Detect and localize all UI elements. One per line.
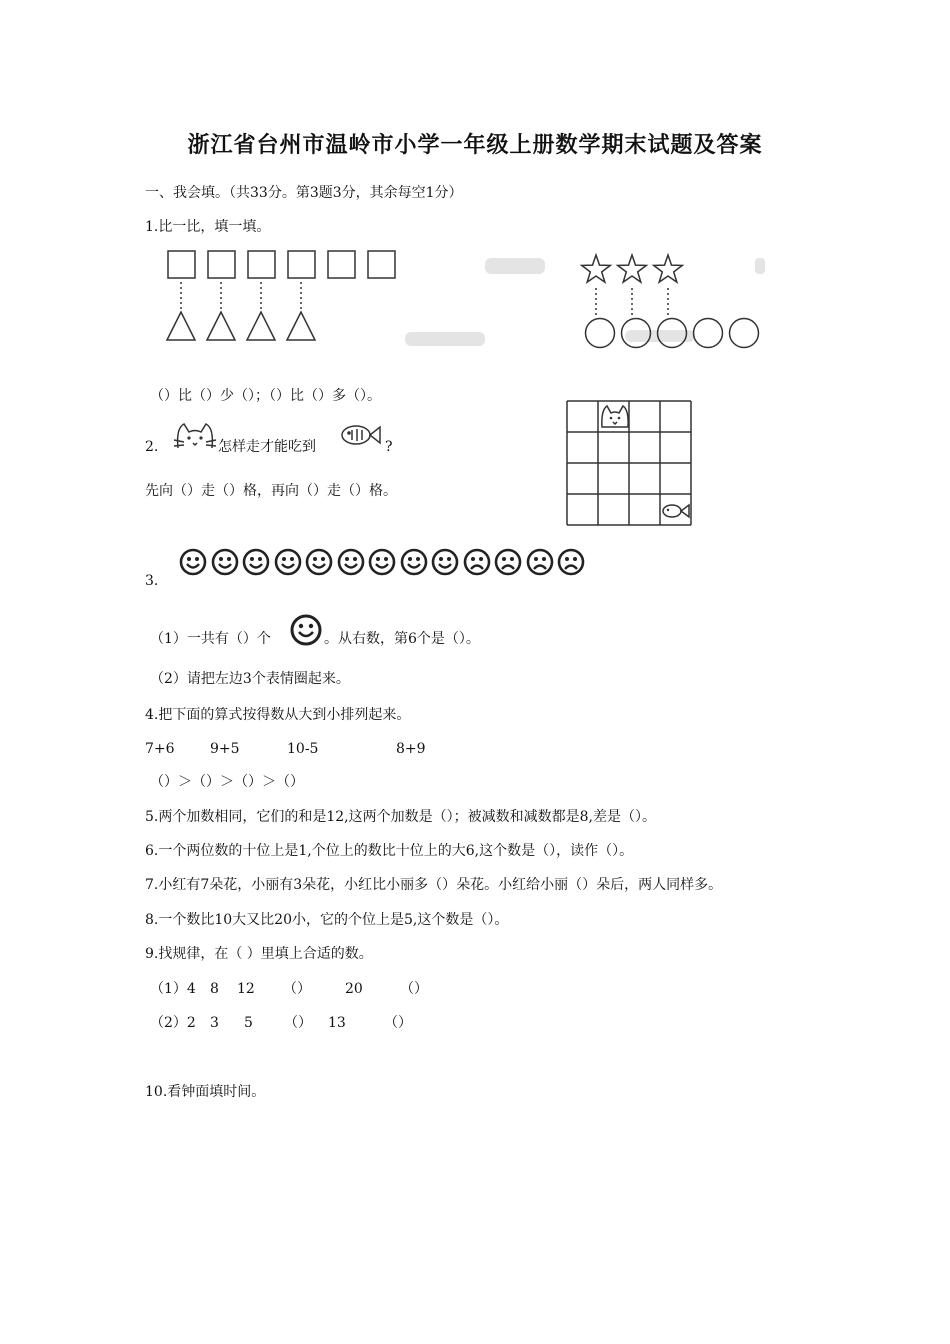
fish-icon: [338, 418, 382, 452]
q4-label: 4.把下面的算式按得数从大到小排列起来。: [145, 707, 411, 723]
sad-face-icon: [557, 548, 585, 576]
smiley-face-icon: [400, 548, 428, 576]
triangle-shape: [247, 312, 275, 340]
circle-shape: [694, 319, 723, 348]
smiley-face-icon: [337, 548, 365, 576]
q4-answer-line: （）＞（）＞（）＞（）: [150, 774, 304, 790]
circle-shape: [730, 319, 759, 348]
sad-face-icon: [526, 548, 554, 576]
star-shape: [582, 255, 611, 282]
q9-row1-item: （）: [283, 981, 311, 997]
grid-fish-icon: [663, 505, 689, 517]
q9-row1-item: 20: [345, 981, 363, 997]
q9-row2-item: 5: [244, 1015, 253, 1031]
triangle-shape: [287, 312, 315, 340]
sad-face-icon: [463, 548, 491, 576]
smiley-face-icon: [431, 548, 459, 576]
q9-row2-item: （）: [384, 1015, 412, 1031]
triangle-shape: [167, 312, 195, 340]
q9-row2-item: （2）2: [150, 1015, 196, 1031]
q2-answer-line: 先向（）走（）格，再向（）走（）格。: [145, 483, 397, 499]
square-shape: [368, 251, 395, 278]
circle-shape: [586, 319, 615, 348]
q5-text: 5.两个加数相同，它们的和是12,这两个加数是（）；被减数和减数都是8,差是（）。: [145, 809, 656, 825]
q10-text: 10.看钟面填时间。: [145, 1084, 266, 1100]
triangle-shape: [207, 312, 235, 340]
q7-text: 7.小红有7朵花，小丽有3朵花，小红比小丽多（）朵花。小红给小丽（）朵后，两人同样多。: [145, 877, 723, 893]
smiley-face-icon: [368, 548, 396, 576]
q9-row2-item: （）: [284, 1015, 312, 1031]
q9-row2-item: 13: [328, 1015, 346, 1031]
maze-grid: [566, 400, 696, 526]
q9-row1-item: 8: [210, 981, 219, 997]
q2-number: 2.: [145, 439, 159, 455]
q4-expression: 8+9: [396, 741, 426, 757]
q3-label: 3.: [145, 573, 159, 589]
squares-triangles-figure: [160, 248, 400, 348]
q3-part1-b: 。从右数，第6个是（）。: [324, 631, 480, 647]
square-shape: [248, 251, 275, 278]
square-shape: [288, 251, 315, 278]
q4-expression: 9+5: [210, 741, 240, 757]
q9-row1-item: （1）4: [150, 981, 196, 997]
q3-part2: （2）请把左边3个表情圈起来。: [150, 671, 350, 687]
q9-label: 9.找规律，在（ ）里填上合适的数。: [145, 946, 373, 962]
grid-cat-icon: [602, 406, 628, 427]
section-heading: 一、我会填。（共33分。第3题3分，其余每空1分）: [145, 185, 463, 201]
square-shape: [208, 251, 235, 278]
q3-part1-a: （1）一共有（）个: [150, 631, 271, 647]
smiley-face-icon: [274, 548, 302, 576]
cat-icon: [172, 420, 218, 454]
smiley-icon: [290, 614, 322, 646]
q1-label: 1.比一比，填一填。: [145, 219, 271, 235]
q8-text: 8.一个数比10大又比20小，它的个位上是5,这个数是（）。: [145, 912, 509, 928]
smiley-face-icon: [179, 548, 207, 576]
stars-circles-figure: [580, 252, 780, 352]
q1-answer-line: （）比（）少（）；（）比（）多（）。: [150, 388, 381, 404]
q9-row1-item: （）: [400, 981, 428, 997]
q9-row2-item: 3: [210, 1015, 219, 1031]
circle-shape: [658, 319, 687, 348]
page-title: 浙江省台州市温岭市小学一年级上册数学期末试题及答案: [187, 132, 763, 158]
q6-text: 6.一个两位数的十位上是1,个位上的数比十位上的大6,这个数是（），读作（）。: [145, 843, 634, 859]
square-shape: [168, 251, 195, 278]
square-shape: [328, 251, 355, 278]
star-shape: [654, 255, 683, 282]
smiley-face-icon: [211, 548, 239, 576]
q4-expression: 10-5: [287, 741, 319, 757]
q2-question-text: 怎样走才能吃到: [218, 439, 316, 455]
q2-question-mark: ?: [385, 439, 393, 455]
q4-expression: 7+6: [145, 741, 175, 757]
star-shape: [618, 255, 647, 282]
q9-row1-item: 12: [237, 981, 255, 997]
sad-face-icon: [494, 548, 522, 576]
circle-shape: [622, 319, 651, 348]
smiley-face-icon: [242, 548, 270, 576]
smiley-face-icon: [305, 548, 333, 576]
